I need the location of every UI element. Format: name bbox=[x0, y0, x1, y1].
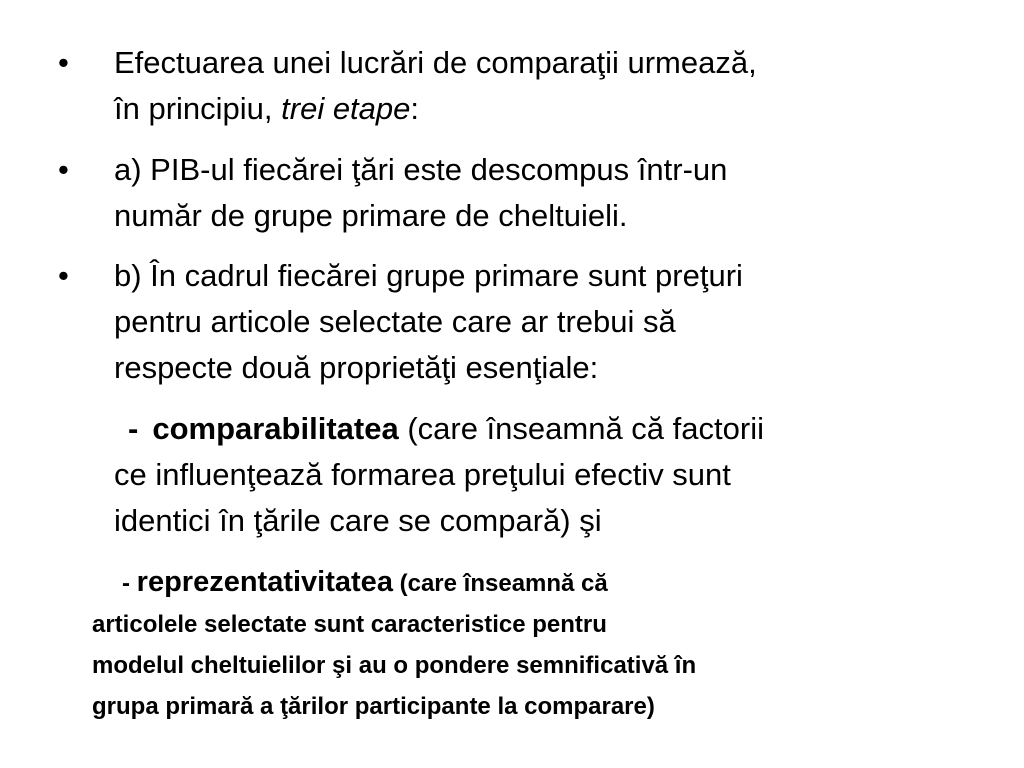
text-line: ce influenţează formarea preţului efectiv sunt bbox=[114, 457, 731, 492]
bullet-text bbox=[114, 147, 964, 239]
text-line: modelul cheltuielilor şi au o pondere semnificativă în bbox=[92, 652, 697, 679]
paragraph-comparabilitatea bbox=[114, 406, 974, 544]
text-line: pentru articole selectate care ar trebui să bbox=[114, 304, 676, 339]
bold-term: comparabilitatea bbox=[152, 411, 399, 446]
bullet-text bbox=[114, 253, 964, 391]
text-line bbox=[114, 86, 964, 132]
bullet-dot: • bbox=[58, 45, 69, 80]
text-line: grupa primară a ţărilor participante la comparare) bbox=[92, 693, 655, 720]
text-span: : bbox=[410, 91, 420, 126]
dash: - bbox=[122, 570, 137, 597]
text-line: a) PIB-ul fiecărei ţări este descompus într-un bbox=[114, 152, 728, 187]
bullet-text bbox=[114, 40, 964, 132]
text-line: număr de grupe primare de cheltuieli. bbox=[114, 198, 628, 233]
italic-term: trei etape bbox=[281, 91, 411, 126]
text-line: b) În cadrul fiecărei grupe primare sunt preţuri bbox=[114, 258, 743, 293]
text-line bbox=[92, 562, 992, 604]
paragraph-reprezentativitatea bbox=[92, 562, 992, 727]
text-line: Efectuarea unei lucrări de comparaţii urmează, bbox=[114, 45, 757, 80]
text-span: (care înseamnă că bbox=[392, 570, 608, 597]
text-line bbox=[114, 406, 974, 452]
bold-term: reprezentativitatea bbox=[136, 566, 393, 598]
text-line: identici în ţările care se compară) şi bbox=[114, 503, 602, 538]
text-span: (care înseamnă că factorii bbox=[398, 411, 764, 446]
text-line: respecte două proprietăţi esenţiale: bbox=[114, 350, 599, 385]
dash: - bbox=[128, 411, 139, 446]
text-span: în principiu, bbox=[114, 91, 282, 126]
bullet-dot: • bbox=[58, 152, 69, 187]
bullet-dot: • bbox=[58, 258, 69, 293]
text-line: articolele selectate sunt caracteristice pentru bbox=[92, 611, 607, 638]
